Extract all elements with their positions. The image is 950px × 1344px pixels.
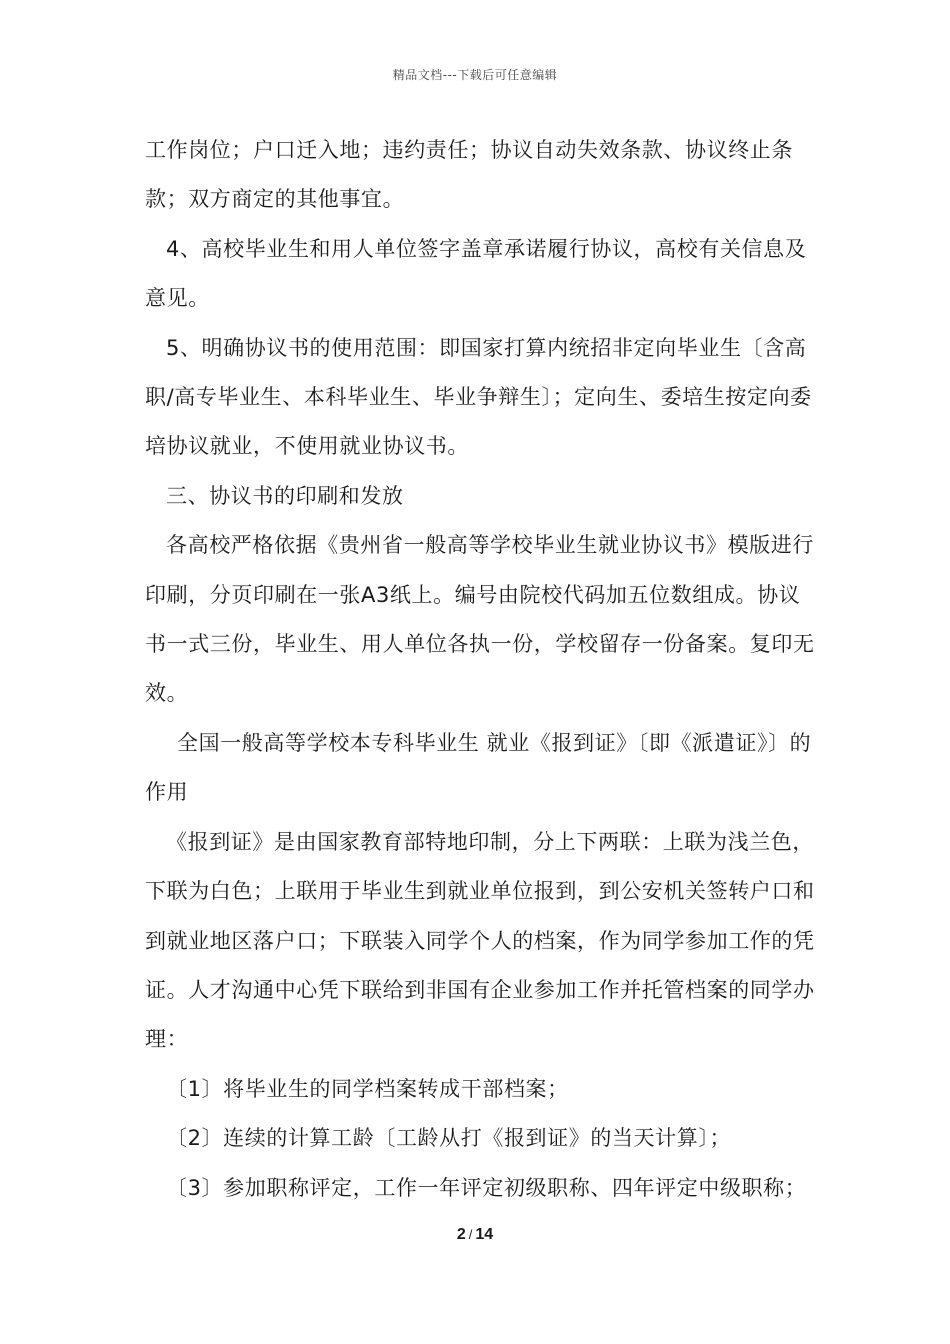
paragraph-printing-rules: 各高校严格依据《贵州省一般高等学校毕业生就业协议书》模版进行印刷，分页印刷在一张A3纸上。编号由院校代码加五位数组成。协议书一式三份，毕业生、用人单位各执一份，学校留存一份备案。复印无效。 [145,533,815,706]
list-item-2: 〔2〕连续的计算工龄〔工龄从打《报到证》的当天计算〕； [166,1126,732,1151]
section-heading-report-certificate: 全国一般高等学校本专科毕业生 就业《报到证》〔即《派遣证》〕的作用 [145,730,812,805]
section-heading-printing: 三、协议书的印刷和发放 [166,483,404,508]
paragraph-item-5: 5、明确协议书的使用范围：即国家打算内统招非定向毕业生〔含高职/高专毕业生、本科毕业生、毕业争辩生〕；定向生、委培生按定向委培协议就业，不使用就业协议书。 [145,335,812,459]
paragraph-job-terms: 工作岗位；户口迁入地；违约责任；协议自动失效条款、协议终止条款；双方商定的其他事宜。 [145,138,793,212]
page-separator: / [468,1227,473,1242]
current-page: 2 [456,1226,466,1243]
page-header: 精品文档---下载后可任意编辑 [392,68,558,82]
document-body [145,126,815,1213]
list-item-1: 〔1〕将毕业生的同学档案转成干部档案； [166,1076,569,1101]
total-pages: 14 [475,1226,494,1243]
page-number [0,1226,950,1244]
paragraph-report-certificate: 《报到证》是由国家教育部特地印制，分上下两联：上联为浅兰色，下联为白色；上联用于毕业生到就业单位报到，到公安机关签转户口和到就业地区落户口；下联装入同学个人的档案，作为同学参加工作的凭证。人才沟通中心凭下联给到非国有企业参加工作并托管档案的同学办理： [145,829,815,1052]
list-item-3: 〔3〕参加职称评定，工作一年评定初级职称、四年评定中级职称； [166,1175,807,1200]
paragraph-item-4: 4、高校毕业生和用人单位签字盖章承诺履行协议，高校有关信息及意见。 [145,236,807,311]
